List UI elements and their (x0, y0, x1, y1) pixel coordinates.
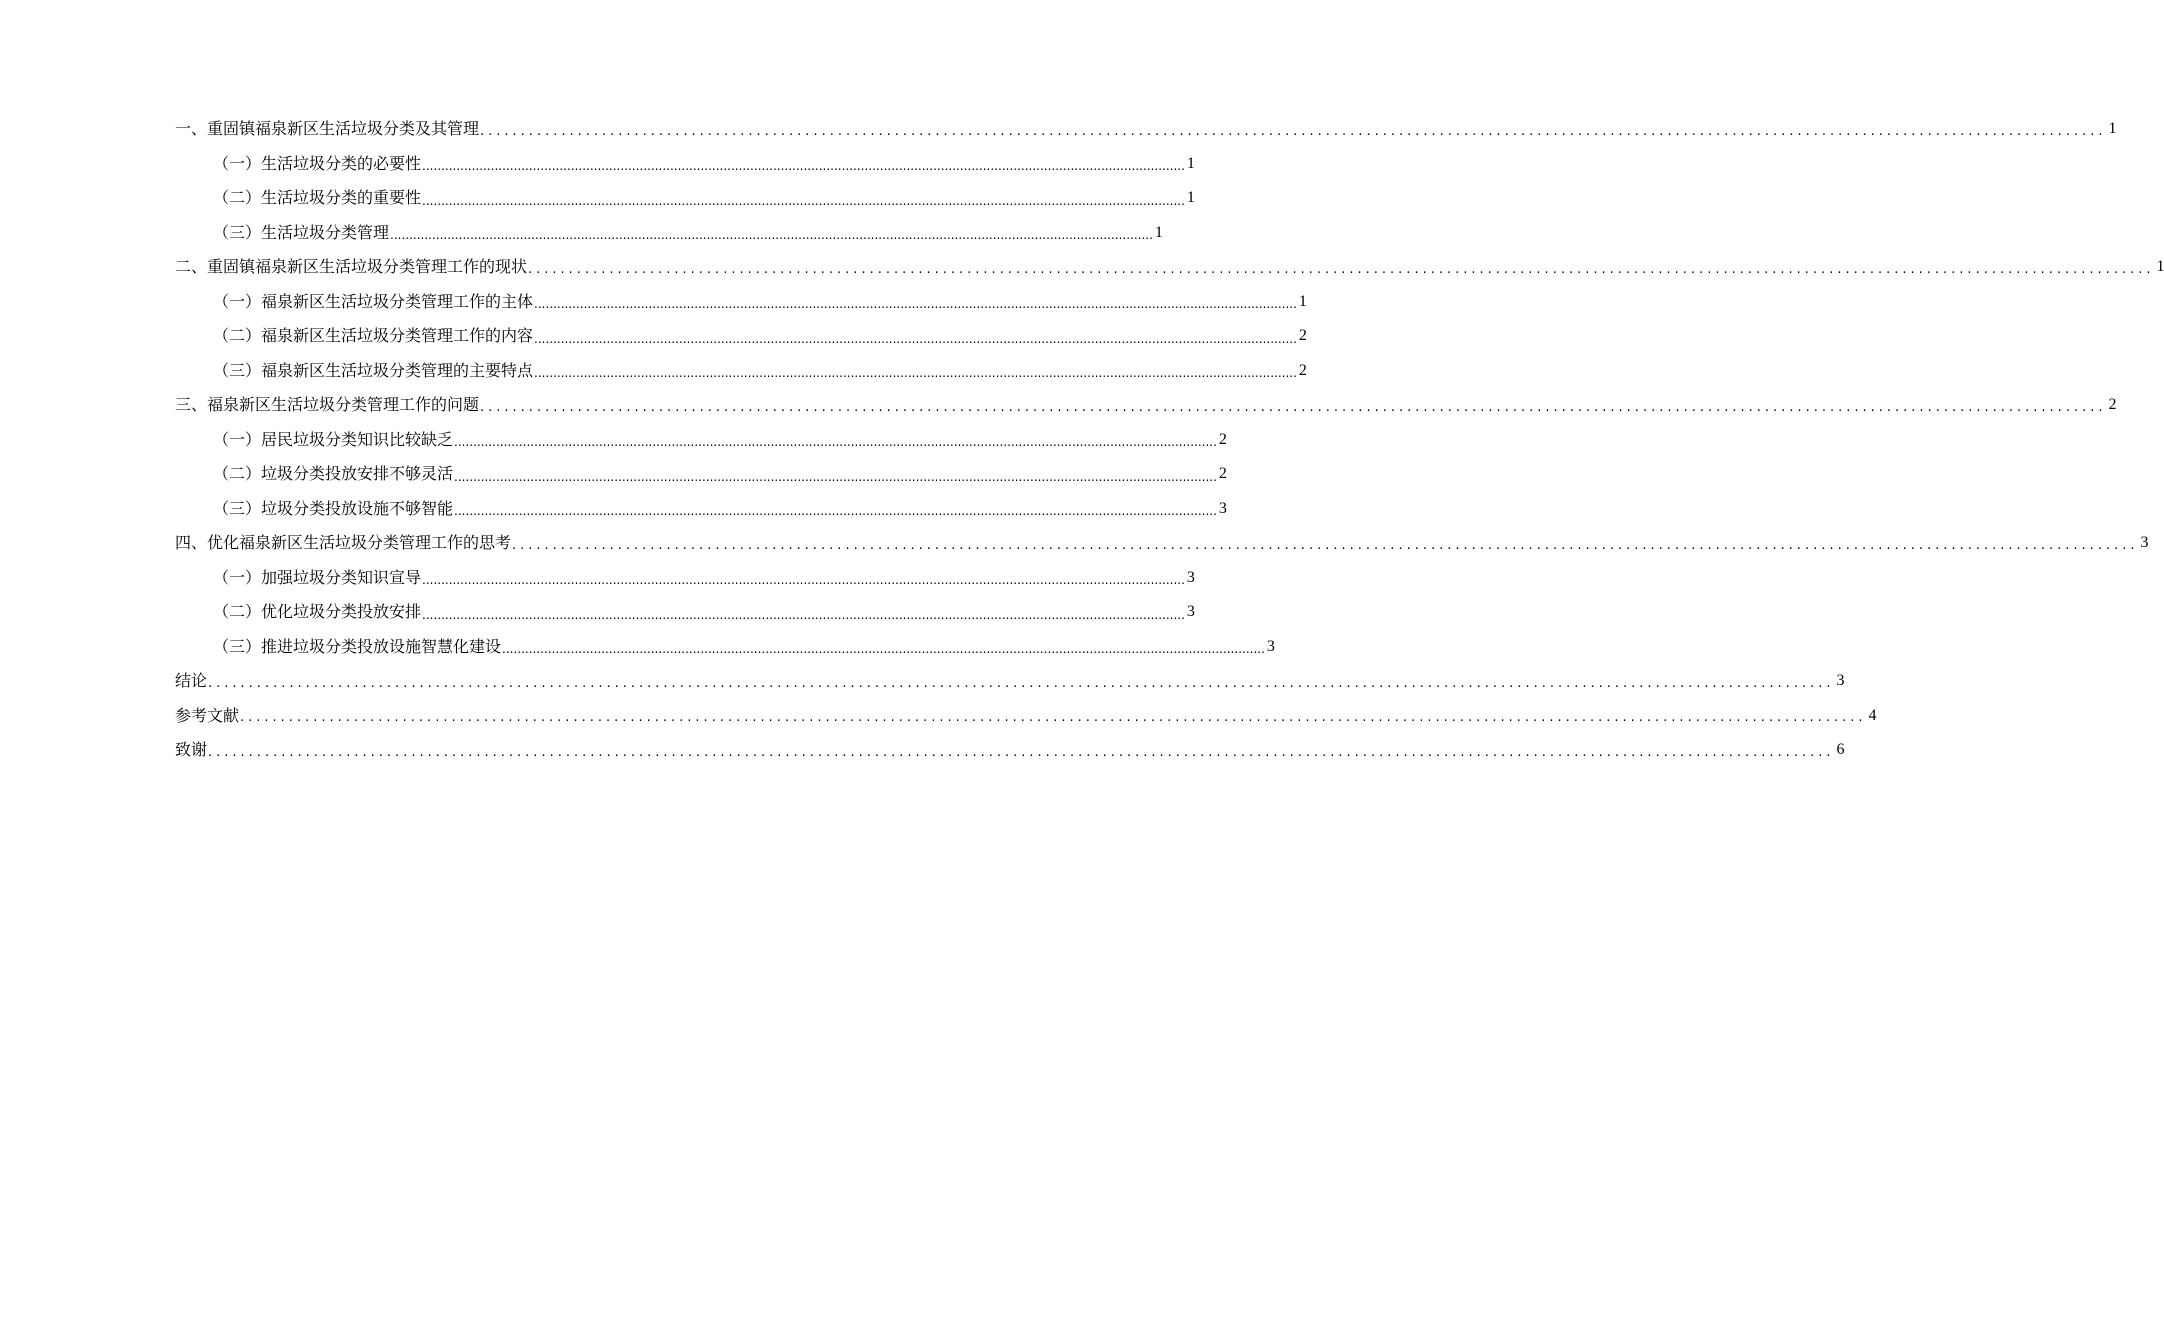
toc-entry-title: （一）加强垃圾分类知识宣导 (213, 567, 422, 587)
toc-page-number: 2 (1298, 327, 1307, 344)
toc-entry[interactable] (175, 630, 1275, 665)
toc-entry[interactable] (175, 457, 1227, 492)
toc-entry[interactable] (175, 664, 1845, 699)
toc-dot-leader: ........................................................................................................................................................................................................ (208, 744, 1835, 760)
toc-page-number: 1 (1154, 223, 1163, 241)
toc-page-number: 3 (1836, 672, 1845, 689)
toc-dot-leader: ........................................................................................................................................................................................................ (480, 399, 2107, 415)
toc-dot-leader: ........................................................................................................................................................................................................ (208, 675, 1835, 691)
toc-dot-leader: ........................................................................................................................................................................................................ (534, 331, 1297, 346)
table-of-contents (175, 112, 2164, 768)
toc-page-number: 3 (1266, 637, 1275, 655)
toc-dot-leader: ........................................................................................................................................................................................................ (422, 193, 1185, 208)
toc-entry[interactable] (175, 285, 1307, 320)
toc-dot-leader: ........................................................................................................................................................................................................ (422, 607, 1185, 622)
toc-entry[interactable] (175, 492, 1227, 527)
toc-entry-title: （二）垃圾分类投放安排不够灵活 (213, 464, 454, 483)
toc-page-number: 1 (1298, 292, 1307, 310)
toc-dot-leader: ........................................................................................................................................................................................................ (422, 159, 1185, 173)
toc-dot-leader: ........................................................................................................................................................................................................ (512, 537, 2139, 553)
toc-entry-title: 二、重固镇福泉新区生活垃圾分类管理工作的现状 (175, 257, 528, 276)
toc-page-number: 1 (1186, 154, 1195, 172)
toc-entry[interactable] (175, 250, 2164, 285)
toc-page-number: 1 (1186, 189, 1195, 206)
toc-entry-title: （一）生活垃圾分类的必要性 (213, 153, 422, 173)
toc-entry[interactable] (175, 595, 1195, 630)
toc-page-number: 4 (1868, 706, 1877, 724)
toc-entry[interactable] (175, 216, 1163, 251)
toc-dot-leader: ........................................................................................................................................................................................................ (454, 469, 1217, 484)
toc-page-number: 3 (1186, 568, 1195, 586)
toc-page-number: 1 (2108, 120, 2117, 137)
toc-entry-title: （二）优化垃圾分类投放安排 (213, 602, 422, 621)
toc-entry-title: （二）福泉新区生活垃圾分类管理工作的内容 (213, 326, 534, 345)
toc-dot-leader: ........................................................................................................................................................................................................ (390, 228, 1153, 242)
toc-dot-leader: ........................................................................................................................................................................................................ (502, 642, 1265, 656)
toc-entry[interactable] (175, 319, 1307, 354)
toc-entry-title: （三）垃圾分类投放设施不够智能 (213, 498, 454, 518)
toc-page-number: 2 (1218, 430, 1227, 448)
toc-entry-title: （一）居民垃圾分类知识比较缺乏 (213, 429, 454, 449)
toc-dot-leader: ........................................................................................................................................................................................................ (534, 366, 1297, 380)
toc-page-number: 2 (1298, 361, 1307, 379)
toc-entry[interactable] (175, 112, 2117, 147)
toc-entry[interactable] (175, 181, 1195, 216)
toc-entry[interactable] (175, 388, 2117, 423)
toc-page-number: 1 (2156, 258, 2164, 275)
toc-entry-title: （二）生活垃圾分类的重要性 (213, 188, 422, 207)
toc-dot-leader: ........................................................................................................................................................................................................ (528, 261, 2155, 277)
toc-page-number: 3 (2140, 534, 2149, 551)
toc-dot-leader: ........................................................................................................................................................................................................ (534, 297, 1297, 311)
toc-entry[interactable] (175, 699, 1877, 734)
toc-page-number: 2 (1218, 465, 1227, 482)
toc-entry-title: （三）推进垃圾分类投放设施智慧化建设 (213, 636, 502, 656)
toc-dot-leader: ........................................................................................................................................................................................................ (422, 573, 1185, 587)
toc-page-number: 3 (1186, 603, 1195, 620)
toc-page-number: 6 (1836, 741, 1845, 758)
toc-entry-title: 参考文献 (175, 705, 240, 725)
toc-entry[interactable] (175, 147, 1195, 182)
toc-entry-title: 三、福泉新区生活垃圾分类管理工作的问题 (175, 395, 480, 414)
toc-entry-title: 一、重固镇福泉新区生活垃圾分类及其管理 (175, 119, 480, 138)
toc-entry-title: （一）福泉新区生活垃圾分类管理工作的主体 (213, 291, 534, 311)
toc-entry-title: 致谢 (175, 740, 208, 759)
toc-entry-title: 四、优化福泉新区生活垃圾分类管理工作的思考 (175, 533, 512, 552)
toc-entry[interactable] (175, 423, 1227, 458)
toc-entry[interactable] (175, 354, 1307, 389)
toc-dot-leader: ........................................................................................................................................................................................................ (454, 504, 1217, 518)
toc-entry[interactable] (175, 561, 1195, 596)
toc-entry-title: （三）生活垃圾分类管理 (213, 222, 390, 242)
toc-page-number: 3 (1218, 499, 1227, 517)
toc-dot-leader: ........................................................................................................................................................................................................ (240, 710, 1867, 725)
toc-dot-leader: ........................................................................................................................................................................................................ (454, 435, 1217, 449)
toc-entry-title: 结论 (175, 671, 208, 690)
toc-entry-title: （三）福泉新区生活垃圾分类管理的主要特点 (213, 360, 534, 380)
toc-page-number: 2 (2108, 396, 2117, 413)
toc-dot-leader: ........................................................................................................................................................................................................ (480, 123, 2107, 139)
toc-entry[interactable] (175, 526, 2149, 561)
toc-entry[interactable] (175, 733, 1845, 768)
